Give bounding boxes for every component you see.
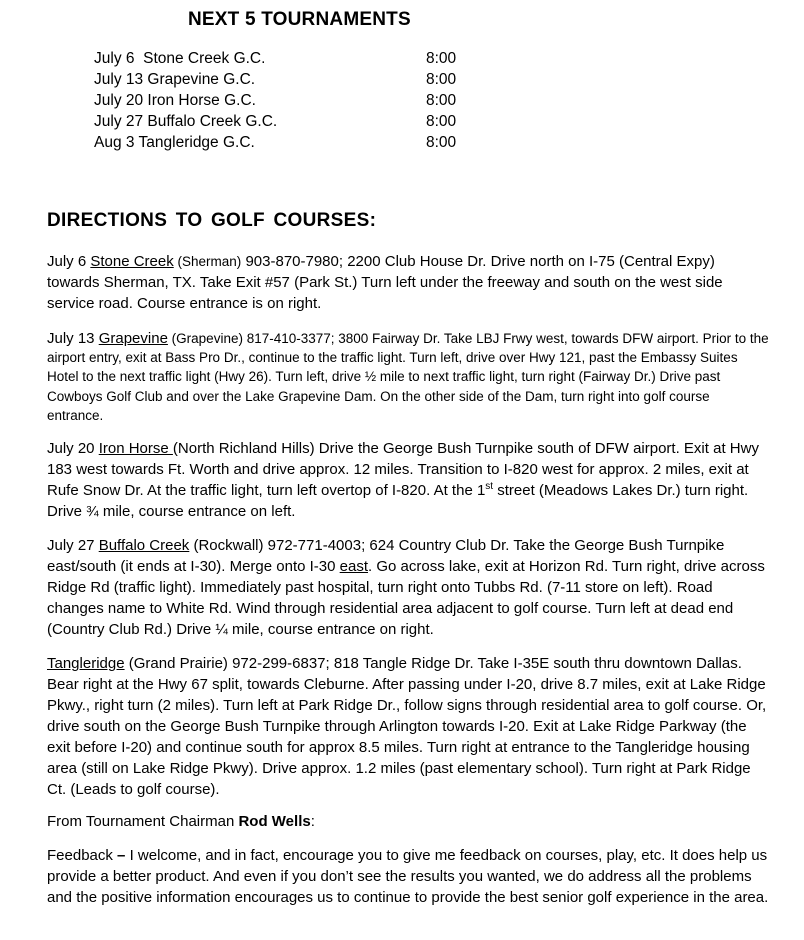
schedule-time: 8:00 bbox=[426, 71, 457, 88]
course-name-stone-creek: Stone Creek bbox=[90, 253, 174, 270]
course-name-grapevine: Grapevine bbox=[98, 330, 168, 347]
directions-text: (Grapevine) 817-410-3377; 3800 Fairway Dr. Take LBJ Frwy west, towards DFW airport. Prior to the airport entry, exit at Bass Pro Dr., continue to the traffic light. Turn left, drive over Hwy 121, past the Embassy Suites Hotel to the next traffic light (Hwy 26). Turn left, drive ½ mile to next traffic light, turn right (Fairway Dr.) Drive past Cowboys Golf Club and over the Lake Grapevine Dam. On the other side of the Dam, turn right into golf course entrance. bbox=[47, 331, 769, 423]
schedule-time: 8:00 bbox=[426, 113, 457, 130]
grapevine-directions bbox=[47, 329, 769, 425]
feedback-label: Feedback bbox=[47, 847, 113, 864]
directions-text: (Grand Prairie) 972-299-6837; 818 Tangle Ridge Dr. Take I-35E south thru downtown Dallas. Bear right at the Hwy 67 split, towards Cleburne. After passing under I-20, drive 8.7 miles, exit at Lake Ridge Pkwy., right turn (2 miles). Turn left at Park Ridge Dr., follow signs through residential area to golf course. Or, drive south on the George Bush Turnpike through Arlington towards I-20. Exit at Lake Ridge Parkway (the exit before I-20) and continue south for approx 8.5 miles. Turn right at entrance to the Tangleridge housing area (still on Lake Ridge Pkwy). Drive approx. 1.2 miles (past elementary school). Turn right at Park Ridge Ct. (Leads to golf course). bbox=[47, 655, 767, 798]
schedule-time: 8:00 bbox=[426, 92, 457, 109]
directions-text: street (Meadows Lakes Dr.) turn right. Drive ¾ mile, course entrance on left. bbox=[47, 482, 749, 520]
next-tournaments-heading: NEXT 5 TOURNAMENTS bbox=[188, 9, 411, 30]
date-label: July 20 bbox=[47, 440, 99, 457]
ordinal-suffix: st bbox=[485, 481, 494, 492]
feedback-dash: – bbox=[112, 847, 130, 864]
chairman-prefix: From Tournament Chairman bbox=[47, 813, 239, 830]
tangleridge-directions bbox=[47, 653, 769, 800]
feedback-paragraph bbox=[47, 845, 769, 908]
directions-text: (Rockwall) 972-771-4003; 624 Country Club Dr. Take the George Bush Turnpike east/south (it ends at I-30). Merge onto I-30 bbox=[47, 537, 725, 575]
schedule-row bbox=[94, 134, 474, 155]
schedule-event: July 20 Iron Horse G.C. bbox=[94, 92, 256, 109]
feedback-text: I welcome, and in fact, encourage you to give me feedback on courses, play, etc. It does help us provide a better product. And even if you don’t see the results you wanted, we do address all the problems and the positive information encourages us to continue to provide the best senior golf experience in the area. bbox=[47, 847, 769, 906]
course-name-tangleridge: Tangleridge bbox=[47, 655, 125, 672]
iron-horse-directions bbox=[47, 438, 769, 522]
schedule-time: 8:00 bbox=[426, 134, 457, 151]
schedule-event: July 27 Buffalo Creek G.C. bbox=[94, 113, 278, 130]
directions-heading: DIRECTIONS TO GOLF COURSES: bbox=[47, 210, 377, 231]
chairman-line bbox=[47, 811, 769, 832]
schedule-row bbox=[94, 71, 474, 92]
date-label: July 27 bbox=[47, 537, 99, 554]
date-label: July 6 bbox=[47, 253, 91, 270]
schedule-time: 8:00 bbox=[426, 50, 457, 67]
directions-text: (North Richland Hills) Drive the George Bush Turnpike south of DFW airport. Exit at Hwy 183 west towards Ft. Worth and drive approx. 12 miles. Transition to I-820 west for approx. 2 miles, exit at Rufe Snow Dr. At the traffic light, turn left overtop of I-820. At the 1 bbox=[47, 440, 759, 499]
location-label: (Sherman) bbox=[173, 254, 242, 269]
course-name-iron-horse: Iron Horse bbox=[98, 440, 173, 457]
chairman-name: Rod Wells bbox=[238, 813, 311, 830]
schedule-event: July 6 Stone Creek G.C. bbox=[94, 50, 266, 67]
schedule-row bbox=[94, 113, 474, 134]
direction-east: east bbox=[339, 558, 369, 575]
date-label: July 13 bbox=[47, 330, 99, 347]
directions-text: 903-870-7980; 2200 Club House Dr. Drive north on I-75 (Central Expy) towards Sherman, TX. Take Exit #57 (Park St.) Turn left under the freeway and south on the west side service road. Course entrance is on right. bbox=[47, 253, 723, 312]
buffalo-creek-directions bbox=[47, 535, 769, 640]
tournament-schedule bbox=[94, 50, 474, 155]
schedule-row bbox=[94, 92, 474, 113]
schedule-event: Aug 3 Tangleridge G.C. bbox=[94, 134, 255, 151]
chairman-suffix: : bbox=[310, 813, 315, 830]
directions-text: . Go across lake, exit at Horizon Rd. Turn right, drive across Ridge Rd (traffic light). Immediately past hospital, turn right onto Tubbs Rd. (7-11 store on left). Road changes name to White Rd. Wind through residential area adjacent to golf course. Turn left at dead end (Country Club Rd.) Drive ¼ mile, course entrance on right. bbox=[47, 558, 765, 638]
schedule-row bbox=[94, 50, 474, 71]
course-name-buffalo-creek: Buffalo Creek bbox=[98, 537, 190, 554]
schedule-event: July 13 Grapevine G.C. bbox=[94, 71, 256, 88]
stone-creek-directions bbox=[47, 251, 769, 314]
